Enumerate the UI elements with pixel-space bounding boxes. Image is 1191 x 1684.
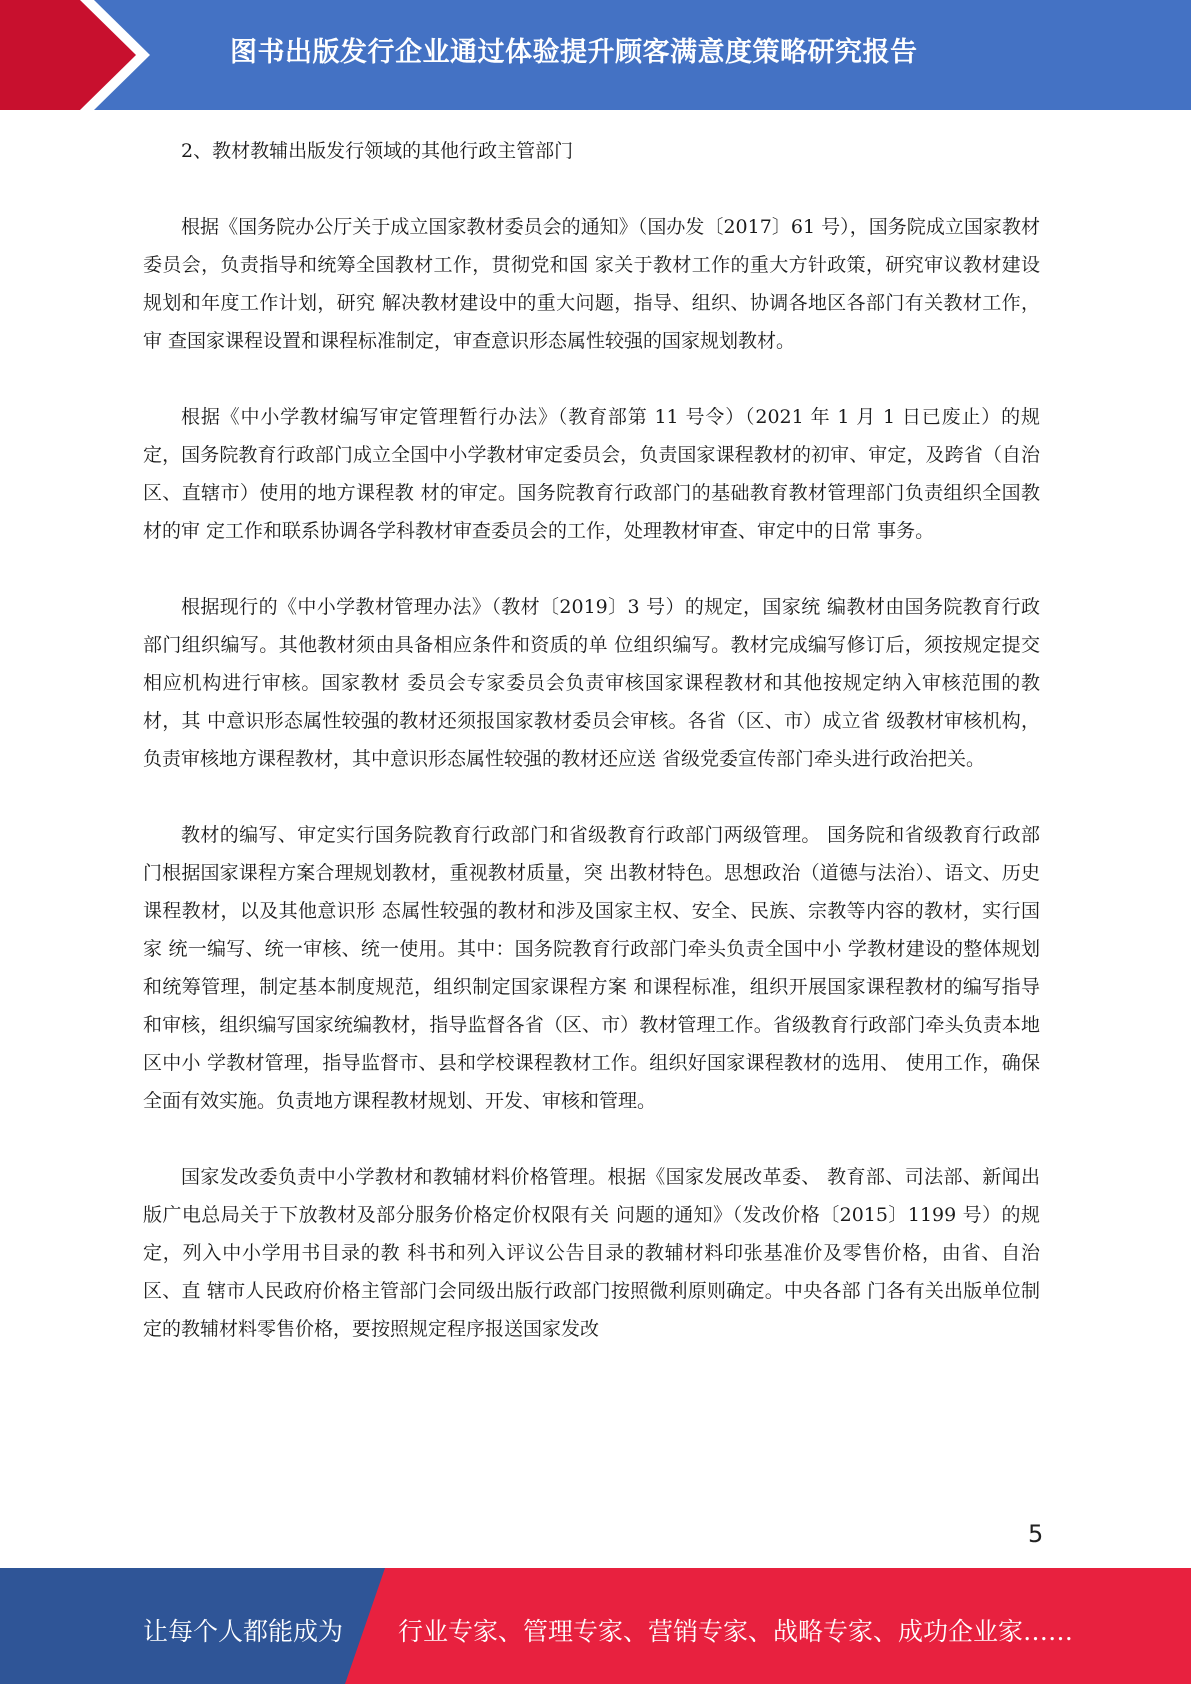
paragraph: 国家发改委负责中小学教材和教辅材料价格管理。根据《国家发展改革委、 教育部、司法部、新闻出版广电总局关于下放教材及部分服务价格定价权限有关 问题的通知》（发改价格〔2015〕1199 号）的规定，列入中小学用书目录的教 科书和列入评议公告目录的教辅材料印张基准价及零售价格，由省、自治区、直 辖市人民政府价格主管部门会同级出版行政部门按照微利原则确定。中央各部 门各有关出版单位制定的教辅材料零售价格，要按照规定程序报送国家发改 bbox=[143, 1166, 1040, 1340]
page-header bbox=[0, 0, 1191, 110]
paragraph: 根据《国务院办公厅关于成立国家教材委员会的通知》（国办发〔2017〕61 号），国务院成立国家教材委员会，负责指导和统筹全国教材工作，贯彻党和国 家关于教材工作的重大方针政策，研究审议教材建设规划和年度工作计划，研究 解决教材建设中的重大问题，指导、组织、协调各地区各部门有关教材工作，审 查国家课程设置和课程标准制定，审查意识形态属性较强的国家规划教材。 bbox=[143, 216, 1040, 352]
page-footer bbox=[0, 1568, 1191, 1684]
paragraph: 根据《中小学教材编写审定管理暂行办法》（教育部第 11 号令）（2021 年 1 月 1 日已废止）的规定，国务院教育行政部门成立全国中小学教材审定委员会，负责国家课程教材的初审、审定，及跨省（自治区、直辖市）使用的地方课程教 材的审定。国务院教育行政部门的基础教育教材管理部门负责组织全国教材的审 定工作和联系协调各学科教材审查委员会的工作，处理教材审查、审定中的日常 事务。 bbox=[143, 406, 1040, 542]
paragraph: 根据现行的《中小学教材管理办法》（教材〔2019〕3 号）的规定，国家统 编教材由国务院教育行政部门组织编写。其他教材须由具备相应条件和资质的单 位组织编写。教材完成编写修订后，须按规定提交相应机构进行审核。国家教材 委员会专家委员会负责审核国家课程教材和其他按规定纳入审核范围的教材，其 中意识形态属性较强的教材还须报国家教材委员会审核。各省（区、市）成立省 级教材审核机构，负责审核地方课程教材，其中意识形态属性较强的教材还应送 省级党委宣传部门牵头进行政治把关。 bbox=[143, 596, 1040, 770]
footer-slogan-right: 行业专家、管理专家、营销专家、战略专家、成功企业家…… bbox=[398, 1617, 1074, 1646]
paragraph: 教材的编写、审定实行国务院教育行政部门和省级教育行政部门两级管理。 国务院和省级教育行政部门根据国家课程方案合理规划教材，重视教材质量，突 出教材特色。思想政治（道德与法治）、语文、历史课程教材，以及其他意识形 态属性较强的教材和涉及国家主权、安全、民族、宗教等内容的教材，实行国家 统一编写、统一审核、统一使用。其中：国务院教育行政部门牵头负责全国中小 学教材建设的整体规划和统筹管理，制定基本制度规范，组织制定国家课程方案 和课程标准，组织开展国家课程教材的编写指导和审核，组织编写国家统编教材，指导监督各省（区、市）教材管理工作。省级教育行政部门牵头负责本地区中小 学教材管理，指导监督市、县和学校课程教材工作。组织好国家课程教材的选用、 使用工作，确保全面有效实施。负责地方课程教材规划、开发、审核和管理。 bbox=[143, 824, 1040, 1112]
section-heading: 2、教材教辅出版发行领域的其他行政主管部门 bbox=[181, 140, 574, 162]
report-title: 图书出版发行企业通过体验提升顾客满意度策略研究报告 bbox=[230, 37, 918, 68]
page-number: 5 bbox=[1028, 1520, 1044, 1548]
footer-slogan-left: 让每个人都能成为 bbox=[143, 1617, 344, 1646]
body-text bbox=[143, 132, 1040, 1348]
